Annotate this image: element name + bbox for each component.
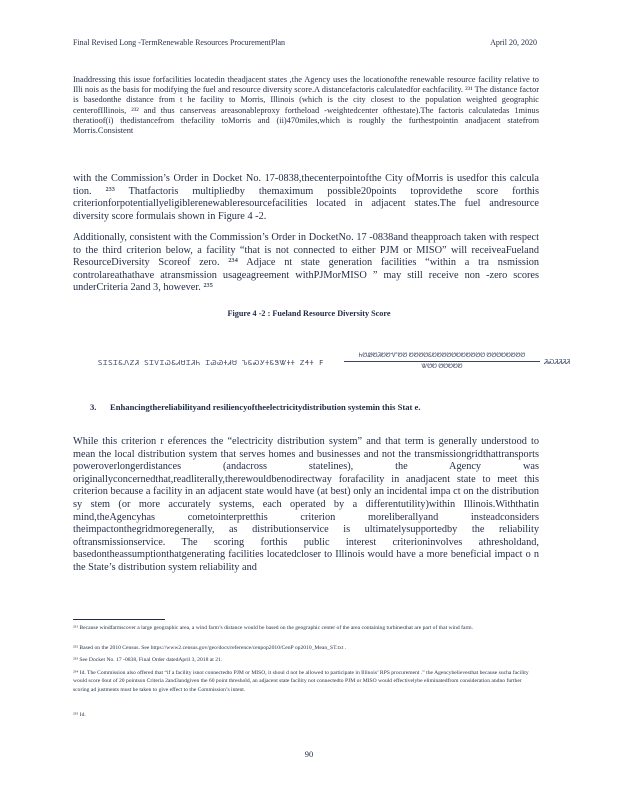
header-title: Final Revised Long -TermRenewable Resources ProcurementPlan — [73, 38, 286, 47]
footnote-232: ²³² Based on the 2010 Census. See https://www2.census.gov/geo/docs/reference/cenpop2010/CenP op2010_Mean_ST.txt . — [73, 645, 347, 651]
footnote-234: ²³⁴ Id. The Commission also offered that “if a facility isnot connectedto PJM or MISO, it shoul d not be allowed to participate in Illinois’ RPS procurement .” the Agencybelievesthat because sucha facility would score 0out of 20 pointson Criteria 2and3andgiven the 60 point threshold, an adjacent state facility not connectedto PJM or MISO would effectivelybe eliminatedfrom consideration andno further scoring ad justments must be taken to give effect to the Commission’s intent. — [73, 670, 529, 693]
paragraph-pjm-miso: Additionally, consistent with the Commission’s Order in DocketNo. 17 -0838and theapproach taken with respect to the third criterion below, a facility “that is not connected to either PJM or MISO” will receiveaFueland ResourceDiversity Scoreof zero. ²³⁴ Adjace nt state generation facilities “within a tra nsmission controlareathathave atransmission usageagreement withPJMorMISO ” may still receive non -zero scores underCriteria 2and 3, however. ²³⁵ — [73, 232, 539, 294]
formula-denominator: ᏔᏬᏬ ᏬᏬᏬᏬᏬ — [421, 364, 463, 370]
figure-caption: Figure 4 -2 : Fueland Resource Diversity Score — [227, 309, 391, 318]
page-number: 90 — [304, 749, 314, 759]
paragraph-commission-order: with the Commission’s Order in Docket No. 17-0838,thecenterpointofthe City ofMorris is usedfor this calcula tion. ²³³ Thatfactoris multipliedby themaximum possible20points toprovidethe score forthis criterionforpotentiallyeligiblerenewableresourcefacilities located in adjacent states.The fuel andresource diversity score formulais shown in Figure 4 -2. — [73, 173, 539, 222]
header-date: April 20, 2020 — [490, 38, 537, 47]
section-number: 3. — [90, 402, 97, 412]
footnote-233: ²³³ See Docket No. 17 -0838, Final Order datedApril 3, 2018 at 21. — [73, 657, 223, 663]
page-header — [73, 38, 537, 50]
diversity-score-formula — [98, 352, 570, 378]
footnote-231: ²³¹ Because windfarmscover a large geographic area, a wind farm’s distance would be based on the geographic center of the area containing turbinesthat are part of that wind farm. — [73, 625, 474, 631]
footnote-separator — [73, 619, 165, 620]
formula-numerator: ᏂᏬᏪᏬᏘᏬᏬᏉᏬᏬ ᏬᏬᏬᏬᏋᏬᏬᏬᏬᏬᏬᏬᏬᏬᏬᏬ ᏬᏬᏬᏬᏬᏬᏬᏬ — [344, 353, 540, 362]
paragraph-distribution-system: While this criterion r eferences the “electricity distribution system” and that term is generally understood to mean the local distribution system that serves homes and businesses and not the transmissiongridthattransports poweroverlongerdistances (andacross statelines), the Agency was originallyconcernedthat,readliterally,therewouldbenodirectway forafacility in anadjacent state to meet this criterion because a facility in an adjacent state would have (at best) only an incidental impa ct on the distribution sy stem (or more accurately systems, each operated by a differentutility)within Illinois.Withthatin mind,theAgencyhas cometointerpretthis criterion moreliberallyand insteadconsiders theimpactonthegridmoregenerally, as distributionservice is ultimatelysupportedby the reliability oftransmissionservice. The scoring forthis public interest criterioninvolves athresholdand, basedontheassumptionthatgenerating facilities locatedcloser to Illinois would have a more beneficial impact o n the State’s distribution system reliability and — [73, 436, 539, 573]
formula-left-side: ᏚᏆᏚᏆᏋᏁᏃᏘ ᏚᏆᏙᏆᏇᏋᏗᏌᏆᏘᏂ ᏆᏊᏊᏐᏗᏌ ᏖᏋᏍᎩᏐᏋᏕᏔᏐᏐ ᏃᏎᏐ F — [98, 358, 324, 367]
footnote-235: ²³⁵ Id. — [73, 712, 86, 718]
paragraph-distance-factor: Inaddressing this issue forfacilities locatedin theadjacent states ,the Agency uses the locationofthe renewable resource facility relative to Illi nois as the basis for modifying the fuel and resource diversity score.A distancefactoris calculatedfor eachfacility. ²³¹ The distance factor is basedonthe distance from t he facility to Morris, Illinois (which is the city closest to the population weighted geographic centerofIllinois, ²³² and thus canserveas areasonableproxy fortheload -weightedcenter ofthestate).The factoris calculatedas 1minus theratioof(i) thedistancefrom thefacility toMorris and (ii)470miles,which is roughly the furthestpointin anadjacent statefrom Morris.Consistent — [73, 75, 539, 136]
formula-right-side: ᏘᏍᏘᏘᏘᏘ — [544, 358, 570, 366]
section-title: Enhancingthereliabilityand resiliencyoftheelectricitydistribution systemin this Stat e. — [110, 402, 421, 412]
